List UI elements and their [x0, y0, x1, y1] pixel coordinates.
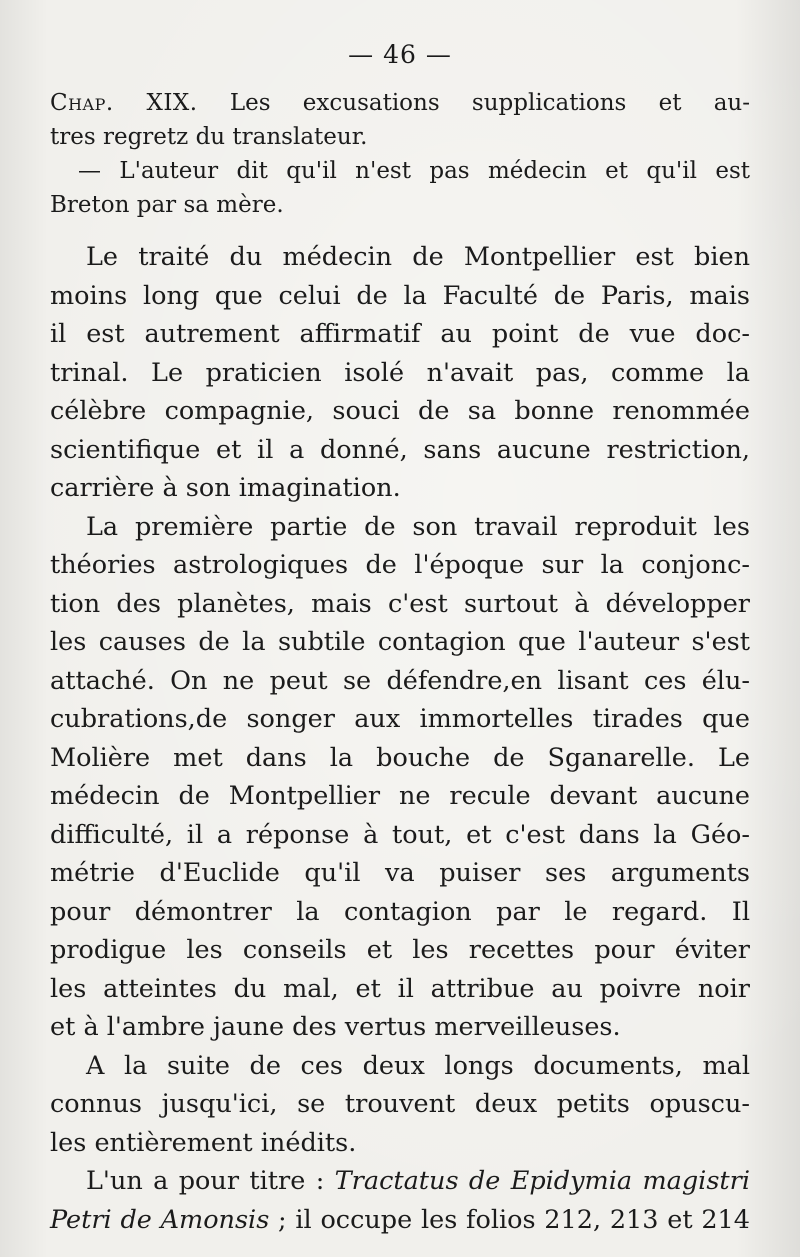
- text-line: et à l'ambre jaune des vertus merveilleuses.: [50, 1012, 621, 1042]
- summary-line: — L'auteur dit qu'il n'est pas médecin et qu'il est: [78, 158, 750, 184]
- text-line: cubrations,de songer aux immortelles tirades que: [50, 704, 750, 734]
- text-line: A la suite de ces deux longs documents, mal: [86, 1050, 750, 1081]
- text-line: les atteintes du mal, et il attribue au poivre noir: [50, 973, 750, 1004]
- summary-line: Breton par sa mère.: [50, 192, 284, 218]
- body-text: [50, 238, 750, 1239]
- text-line: scientifique et il a donné, sans aucune restriction,: [50, 434, 750, 465]
- text-line: Molière met dans la bouche de Sganarelle. Le: [50, 742, 750, 773]
- text-line: trinal. Le praticien isolé n'avait pas, comme la: [50, 357, 750, 388]
- summary-line: Chap. XIX. Les excusations supplications et au-: [50, 90, 750, 116]
- latin-title-continued: Petri de Amonsis: [50, 1204, 270, 1235]
- text-line: carrière à son imagination.: [50, 473, 401, 503]
- text-line: difficulté, il a réponse à tout, et c'est dans la Géo-: [50, 819, 750, 850]
- text-line: théories astrologiques de l'époque sur la conjonc-: [50, 550, 750, 580]
- text-line: tion des planètes, mais c'est surtout à développer: [50, 588, 750, 619]
- text-line: connus jusqu'ici, se trouvent deux petits opuscu-: [50, 1089, 750, 1119]
- text-line: il est autrement affirmatif au point de vue doc-: [50, 319, 750, 349]
- text-line: Petri de Amonsis ; il occupe les folios 212, 213 et 214: [50, 1204, 751, 1235]
- text-line: prodigue les conseils et les recettes pour éviter: [50, 935, 750, 965]
- text-line: les causes de la subtile contagion que l'auteur s'est: [50, 627, 750, 657]
- page-number: — 46 —: [348, 40, 452, 69]
- chapter-summary: [50, 86, 750, 222]
- latin-title: Tractatus de Epidymia magistri: [334, 1166, 750, 1196]
- chapter-label: Chap. XIX.: [50, 90, 198, 116]
- text-line: La première partie de son travail reproduit les: [86, 511, 750, 542]
- text-line: médecin de Montpellier ne recule devant aucune: [50, 781, 750, 811]
- text-line: moins long que celui de la Faculté de Paris, mais: [50, 280, 750, 311]
- text-line: célèbre compagnie, souci de sa bonne renommée: [50, 396, 750, 426]
- summary-line: tres regretz du translateur.: [50, 124, 368, 150]
- text-line: Le traité du médecin de Montpellier est bien: [86, 242, 750, 272]
- text-line: pour démontrer la contagion par le regard. Il: [50, 896, 750, 927]
- text-line: les entièrement inédits.: [50, 1127, 357, 1158]
- text-line: attaché. On ne peut se défendre,en lisant ces élu-: [50, 665, 750, 696]
- text-line: L'un a pour titre : Tractatus de Epidymia magistri: [86, 1166, 750, 1196]
- text-line: métrie d'Euclide qu'il va puiser ses arguments: [50, 858, 750, 888]
